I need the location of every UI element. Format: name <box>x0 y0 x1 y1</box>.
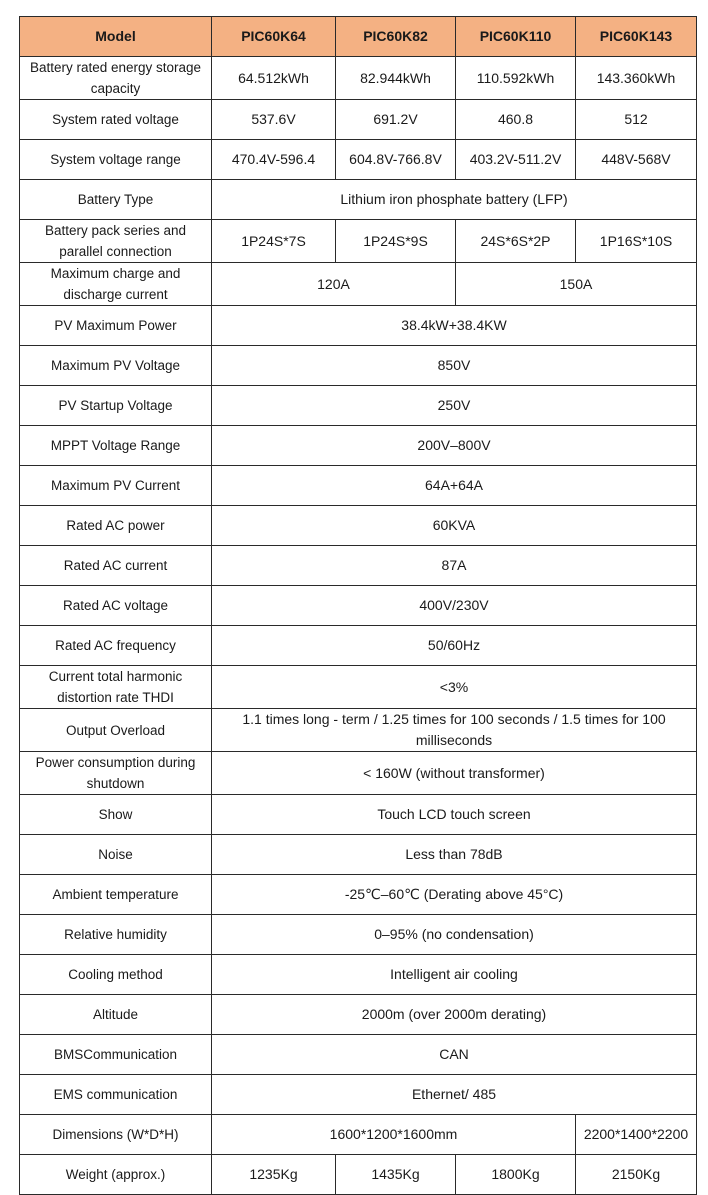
row-label: Dimensions (W*D*H) <box>20 1115 212 1155</box>
cell-value: 82.944kWh <box>336 57 456 100</box>
table-row <box>20 1155 697 1195</box>
cell-value: 110.592kWh <box>456 57 576 100</box>
cell-value: 512 <box>576 100 697 140</box>
cell-value: <3% <box>212 666 697 709</box>
row-label: Maximum charge and discharge current <box>20 263 212 306</box>
table-row <box>20 180 697 220</box>
cell-value: 0–95% (no condensation) <box>212 915 697 955</box>
row-label: Altitude <box>20 995 212 1035</box>
table-row <box>20 626 697 666</box>
table-row <box>20 666 697 709</box>
row-label: Ambient temperature <box>20 875 212 915</box>
cell-value: Ethernet/ 485 <box>212 1075 697 1115</box>
table-row <box>20 386 697 426</box>
table-row <box>20 57 697 100</box>
cell-value: 1P16S*10S <box>576 220 697 263</box>
cell-value: Touch LCD touch screen <box>212 795 697 835</box>
cell-value: Intelligent air cooling <box>212 955 697 995</box>
row-label: Current total harmonic distortion rate THDI <box>20 666 212 709</box>
cell-value: 470.4V-596.4 <box>212 140 336 180</box>
cell-value: 2200*1400*2200 <box>576 1115 697 1155</box>
cell-value: 1800Kg <box>456 1155 576 1195</box>
cell-value: Less than 78dB <box>212 835 697 875</box>
row-label: BMSCommunication <box>20 1035 212 1075</box>
table-row <box>20 1115 697 1155</box>
header-model-2: PIC60K82 <box>336 17 456 57</box>
table-row <box>20 709 697 752</box>
row-label: Output Overload <box>20 709 212 752</box>
cell-value: 400V/230V <box>212 586 697 626</box>
cell-value: 200V–800V <box>212 426 697 466</box>
cell-value: 64.512kWh <box>212 57 336 100</box>
cell-value: CAN <box>212 1035 697 1075</box>
row-label: Rated AC power <box>20 506 212 546</box>
cell-value: 60KVA <box>212 506 697 546</box>
cell-value: 1P24S*7S <box>212 220 336 263</box>
table-row <box>20 995 697 1035</box>
cell-value: 691.2V <box>336 100 456 140</box>
table-row <box>20 955 697 995</box>
row-label: Battery Type <box>20 180 212 220</box>
cell-value: 537.6V <box>212 100 336 140</box>
cell-value: 50/60Hz <box>212 626 697 666</box>
cell-value: 2150Kg <box>576 1155 697 1195</box>
cell-value: 850V <box>212 346 697 386</box>
table-row <box>20 586 697 626</box>
row-label: PV Maximum Power <box>20 306 212 346</box>
row-label: Rated AC current <box>20 546 212 586</box>
header-model-label: Model <box>20 17 212 57</box>
cell-value: 1435Kg <box>336 1155 456 1195</box>
table-row <box>20 752 697 795</box>
table-row <box>20 100 697 140</box>
table-row <box>20 140 697 180</box>
cell-value: < 160W (without transformer) <box>212 752 697 795</box>
cell-value: 2000m (over 2000m derating) <box>212 995 697 1035</box>
table-row <box>20 506 697 546</box>
cell-value: 604.8V-766.8V <box>336 140 456 180</box>
header-model-4: PIC60K143 <box>576 17 697 57</box>
table-row <box>20 835 697 875</box>
cell-value: Lithium iron phosphate battery (LFP) <box>212 180 697 220</box>
header-model-3: PIC60K110 <box>456 17 576 57</box>
table-row <box>20 875 697 915</box>
cell-value: 448V-568V <box>576 140 697 180</box>
header-model-1: PIC60K64 <box>212 17 336 57</box>
table-row <box>20 306 697 346</box>
row-label: Maximum PV Voltage <box>20 346 212 386</box>
row-label: EMS communication <box>20 1075 212 1115</box>
cell-value: 150A <box>456 263 697 306</box>
cell-value: 403.2V-511.2V <box>456 140 576 180</box>
row-label: PV Startup Voltage <box>20 386 212 426</box>
cell-value: 120A <box>212 263 456 306</box>
table-row <box>20 346 697 386</box>
row-label: MPPT Voltage Range <box>20 426 212 466</box>
cell-value: 1235Kg <box>212 1155 336 1195</box>
cell-value: 143.360kWh <box>576 57 697 100</box>
row-label: Maximum PV Current <box>20 466 212 506</box>
row-label: Power consumption during shutdown <box>20 752 212 795</box>
table-row <box>20 426 697 466</box>
cell-value: 1.1 times long - term / 1.25 times for 100 seconds / 1.5 times for 100 milliseconds <box>212 709 697 752</box>
table-row <box>20 915 697 955</box>
cell-value: 64A+64A <box>212 466 697 506</box>
cell-value: 38.4kW+38.4KW <box>212 306 697 346</box>
cell-value: 1600*1200*1600mm <box>212 1115 576 1155</box>
table-row <box>20 546 697 586</box>
table-row <box>20 1035 697 1075</box>
row-label: Battery pack series and parallel connection <box>20 220 212 263</box>
table-row <box>20 466 697 506</box>
row-label: System rated voltage <box>20 100 212 140</box>
row-label: System voltage range <box>20 140 212 180</box>
cell-value: 250V <box>212 386 697 426</box>
header-row <box>20 17 697 57</box>
cell-value: 87A <box>212 546 697 586</box>
cell-value: 460.8 <box>456 100 576 140</box>
cell-value: 24S*6S*2P <box>456 220 576 263</box>
row-label: Show <box>20 795 212 835</box>
table-row <box>20 220 697 263</box>
table-row <box>20 1075 697 1115</box>
table-row <box>20 263 697 306</box>
row-label: Rated AC voltage <box>20 586 212 626</box>
row-label: Battery rated energy storage capacity <box>20 57 212 100</box>
row-label: Noise <box>20 835 212 875</box>
row-label: Cooling method <box>20 955 212 995</box>
spec-table <box>19 16 697 1195</box>
row-label: Weight (approx.) <box>20 1155 212 1195</box>
row-label: Rated AC frequency <box>20 626 212 666</box>
cell-value: -25℃–60℃ (Derating above 45°C) <box>212 875 697 915</box>
row-label: Relative humidity <box>20 915 212 955</box>
cell-value: 1P24S*9S <box>336 220 456 263</box>
table-row <box>20 795 697 835</box>
